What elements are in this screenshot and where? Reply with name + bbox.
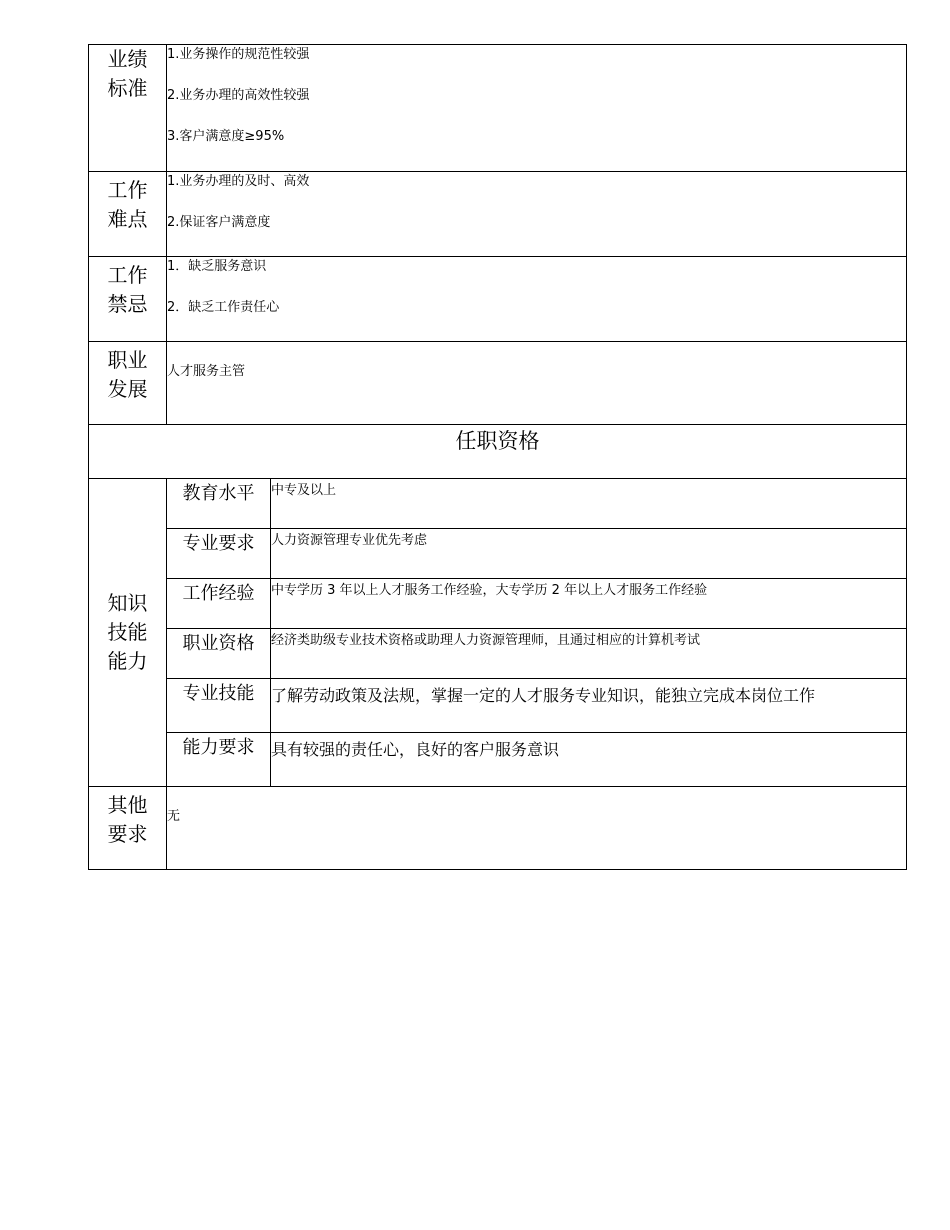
qualification-item-row xyxy=(89,579,907,629)
label-line: 要求 xyxy=(107,822,148,846)
major-requirement-label: 专业要求 xyxy=(167,529,271,579)
list-item: 2．缺乏工作责任心 xyxy=(167,300,280,315)
work-experience-label: 工作经验 xyxy=(167,579,271,629)
label-line: 发展 xyxy=(107,377,148,401)
education-level-value: 中专及以上 xyxy=(271,479,907,529)
professional-skill-label: 专业技能 xyxy=(167,679,271,733)
work-difficulty-label xyxy=(89,172,167,257)
qualification-title: 任职资格 xyxy=(89,425,907,479)
career-development-content xyxy=(167,342,907,425)
list-item: 1.业务操作的规范性较强 xyxy=(167,47,310,62)
row-work-taboo xyxy=(89,257,907,342)
list-item: 1．缺乏服务意识 xyxy=(167,259,267,274)
label-line: 知识 xyxy=(107,591,148,615)
row-other-requirements xyxy=(89,787,907,870)
ability-requirement-label: 能力要求 xyxy=(167,733,271,787)
work-difficulty-content xyxy=(167,172,907,257)
list-item: 人才服务主管 xyxy=(167,364,246,379)
ability-requirement-value: 具有较强的责任心，良好的客户服务意识 xyxy=(271,733,907,787)
professional-qualification-label: 职业资格 xyxy=(167,629,271,679)
other-requirements-label xyxy=(89,787,167,870)
job-description-table xyxy=(88,44,907,870)
label-line: 能力 xyxy=(107,649,148,673)
education-level-label: 教育水平 xyxy=(167,479,271,529)
qualification-item-row xyxy=(89,679,907,733)
major-requirement-value: 人力资源管理专业优先考虑 xyxy=(271,529,907,579)
work-taboo-content xyxy=(167,257,907,342)
work-taboo-label xyxy=(89,257,167,342)
label-line: 标准 xyxy=(107,76,148,100)
list-item: 2.业务办理的高效性较强 xyxy=(167,88,310,103)
row-qualification-title xyxy=(89,425,907,479)
qualification-item-row xyxy=(89,529,907,579)
qualification-item-row xyxy=(89,629,907,679)
list-item: 1.业务办理的及时、高效 xyxy=(167,174,310,189)
career-development-label xyxy=(89,342,167,425)
label-line: 工作 xyxy=(107,263,148,287)
list-item: 3.客户满意度≥95% xyxy=(167,129,285,144)
row-career-development xyxy=(89,342,907,425)
label-line: 其他 xyxy=(107,793,148,817)
label-line: 禁忌 xyxy=(107,292,148,316)
performance-standard-label xyxy=(89,45,167,172)
label-line: 工作 xyxy=(107,178,148,202)
knowledge-skill-ability-label xyxy=(89,479,167,787)
qualification-item-row xyxy=(89,733,907,787)
list-item: 2.保证客户满意度 xyxy=(167,215,271,230)
professional-skill-value: 了解劳动政策及法规，掌握一定的人才服务专业知识，能独立完成本岗位工作 xyxy=(271,679,907,733)
other-requirements-value xyxy=(167,787,907,870)
professional-qualification-value: 经济类助级专业技术资格或助理人力资源管理师，且通过相应的计算机考试 xyxy=(271,629,907,679)
list-item: 无 xyxy=(167,809,181,824)
work-experience-value: 中专学历 3 年以上人才服务工作经验，大专学历 2 年以上人才服务工作经验 xyxy=(271,579,907,629)
label-line: 职业 xyxy=(107,348,148,372)
row-performance-standard xyxy=(89,45,907,172)
qualification-item-row xyxy=(89,479,907,529)
label-line: 业绩 xyxy=(107,47,148,71)
performance-standard-content xyxy=(167,45,907,172)
label-line: 难点 xyxy=(107,207,148,231)
label-line: 技能 xyxy=(107,620,148,644)
row-work-difficulty xyxy=(89,172,907,257)
